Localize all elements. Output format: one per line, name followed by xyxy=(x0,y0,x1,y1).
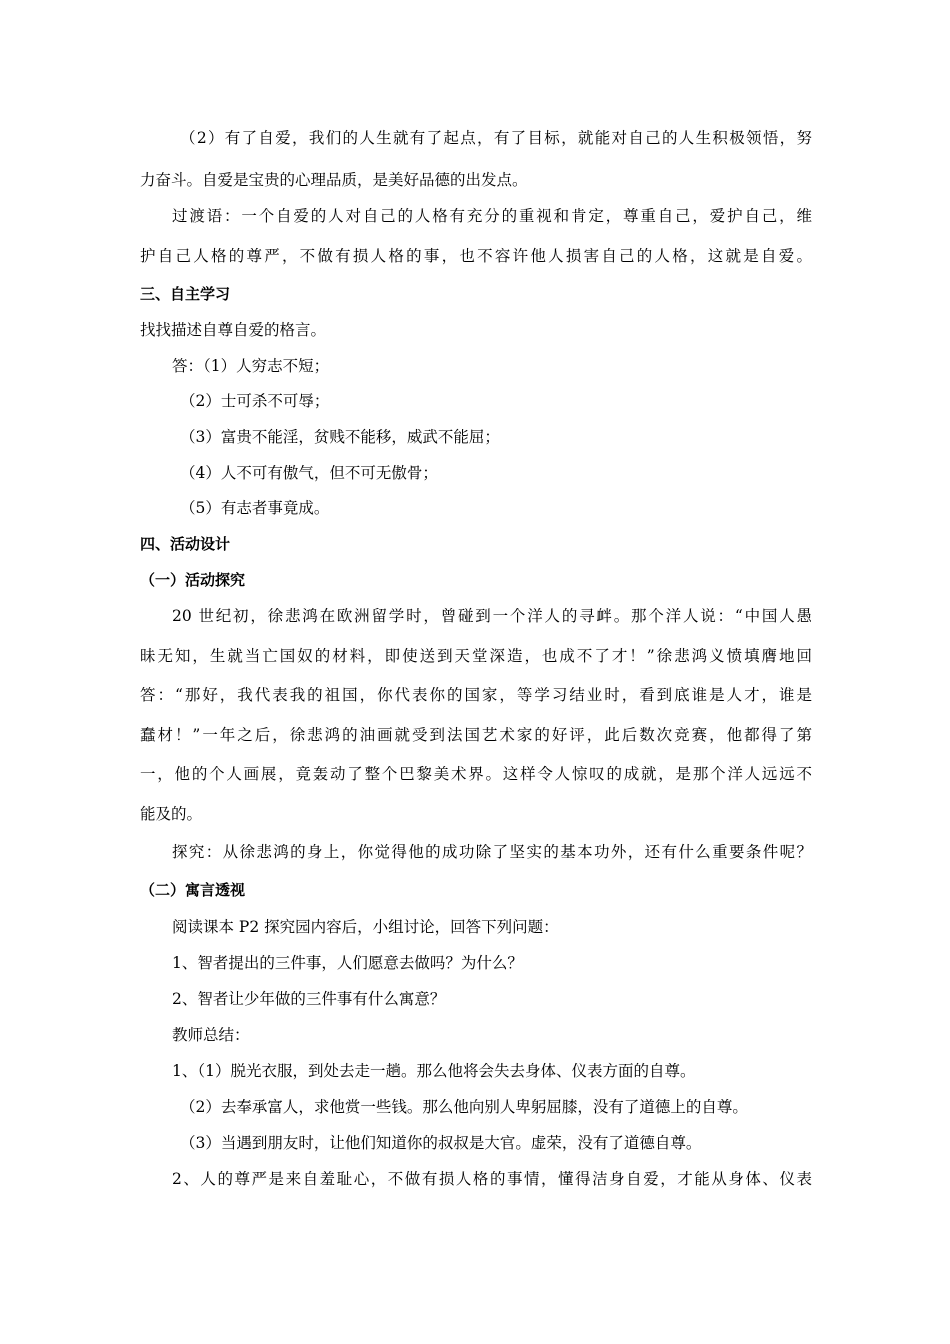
subsection-heading: （一）活动探究 xyxy=(140,571,246,589)
list-item: 2、人的尊严是来自羞耻心，不做有损人格的事情，懂得洁身自爱，才能从身体、仪表 xyxy=(172,1170,812,1188)
list-item: （3）富贵不能淫，贫贱不能移，威武不能屈； xyxy=(180,428,500,446)
list-item: 1、（1）脱光衣服，到处去走一趟。那么他将会失去身体、仪表方面的自尊。 xyxy=(172,1062,696,1080)
paragraph-line: 护自己人格的尊严，不做有损人格的事，也不容许他人损害自己的人格，这就是自爱。 xyxy=(140,247,812,265)
paragraph-line: 蠢材！”一年之后，徐悲鸿的油画就受到法国艺术家的好评，此后数次竞赛，他都得了第 xyxy=(140,726,812,744)
list-item: 2、智者让少年做的三件事有什么寓意？ xyxy=(172,990,446,1008)
list-item: （4）人不可有傲气，但不可无傲骨； xyxy=(180,464,438,482)
list-item: 1、智者提出的三件事，人们愿意去做吗？为什么？ xyxy=(172,954,523,972)
list-item: （2）去奉承富人，求他赏一些钱。那么他向别人卑躬屈膝，没有了道德上的自尊。 xyxy=(180,1098,748,1116)
paragraph-line: 探究：从徐悲鸿的身上，你觉得他的成功除了坚实的基本功外，还有什么重要条件呢？ xyxy=(172,843,812,861)
subsection-heading: （二）寓言透视 xyxy=(140,881,246,899)
section-heading: 四、活动设计 xyxy=(140,535,231,553)
paragraph-line: 过渡语：一个自爱的人对自己的人格有充分的重视和肯定，尊重自己，爱护自己，维 xyxy=(172,207,812,225)
paragraph-line: （2）有了自爱，我们的人生就有了起点，有了目标，就能对自己的人生积极领悟，努 xyxy=(180,129,812,147)
paragraph-line: 阅读课本 P2 探究园内容后，小组讨论，回答下列问题： xyxy=(172,918,559,936)
paragraph-line: 教师总结： xyxy=(172,1026,250,1044)
paragraph-line: 答：“那好，我代表我的祖国，你代表你的国家，等学习结业时，看到底谁是人才，谁是 xyxy=(140,686,812,704)
paragraph-line: 力奋斗。自爱是宝贵的心理品质，是美好品德的出发点。 xyxy=(140,171,528,189)
paragraph-line: 能及的。 xyxy=(140,805,203,823)
list-item: （3）当遇到朋友时，让他们知道你的叔叔是大官。虚荣，没有了道德自尊。 xyxy=(180,1134,702,1152)
paragraph-line: 找找描述自尊自爱的格言。 xyxy=(140,321,327,339)
list-item: 答：（1）人穷志不短； xyxy=(172,357,330,375)
paragraph-line: 20 世纪初，徐悲鸿在欧洲留学时，曾碰到一个洋人的寻衅。那个洋人说：“中国人愚 xyxy=(172,607,812,625)
list-item: （5）有志者事竟成。 xyxy=(180,499,330,517)
list-item: （2）士可杀不可辱； xyxy=(180,392,330,410)
paragraph-line: 一，他的个人画展，竟轰动了整个巴黎美术界。这样令人惊叹的成就，是那个洋人远远不 xyxy=(140,765,812,783)
paragraph-line: 昧无知，生就当亡国奴的材料，即使送到天堂深造，也成不了才！”徐悲鸿义愤填膺地回 xyxy=(140,647,812,665)
section-heading: 三、自主学习 xyxy=(140,285,231,303)
